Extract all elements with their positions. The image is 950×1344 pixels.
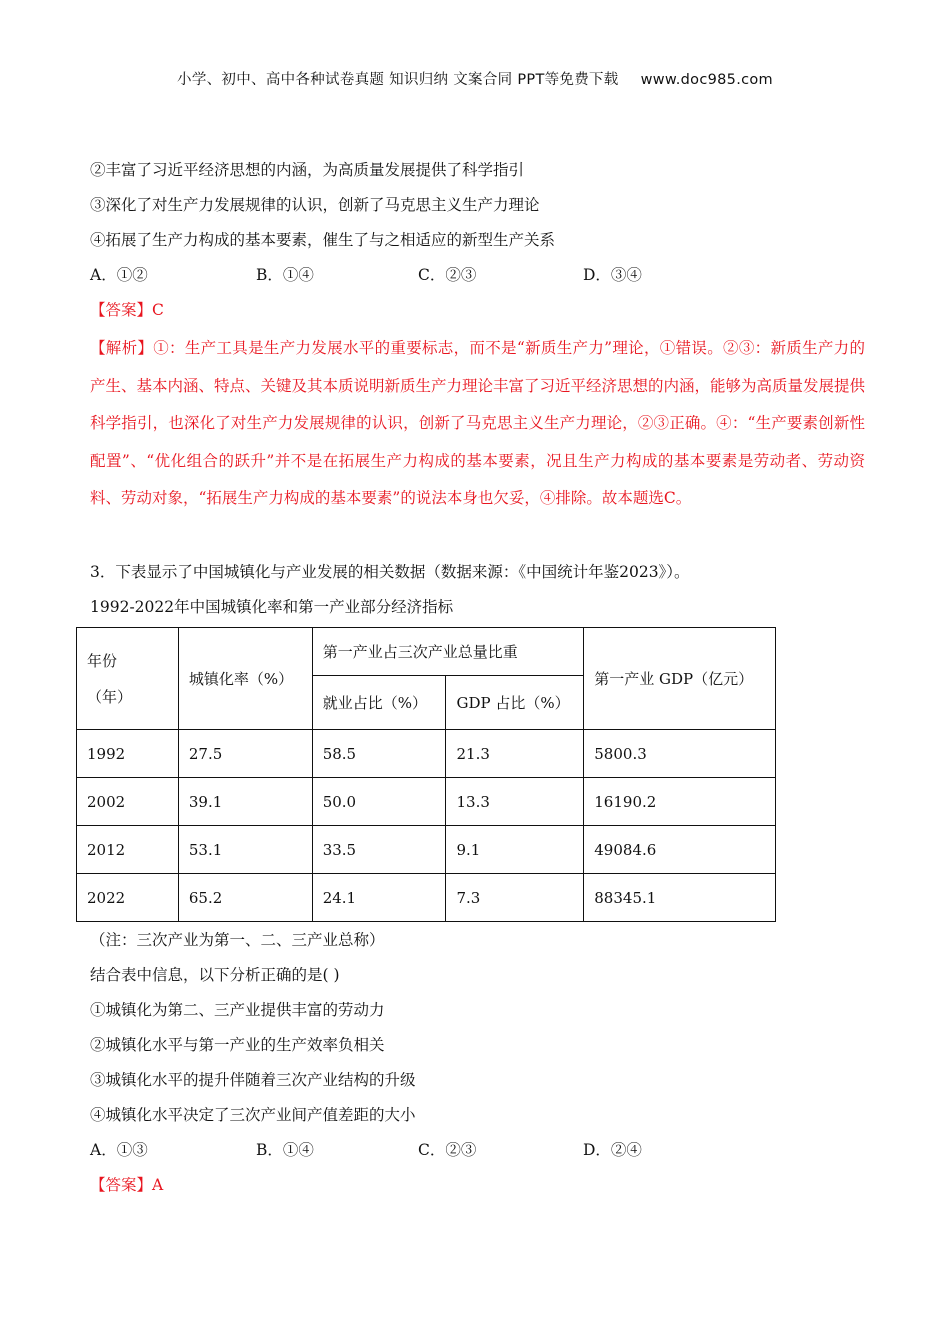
q3-option-c: C．②③ xyxy=(418,1141,477,1159)
cell-urbanization: 27.5 xyxy=(178,730,312,778)
q2-analysis xyxy=(90,330,865,518)
q2-analysis-label: 【解析】 xyxy=(90,339,154,357)
q3-statement-4: ④城镇化水平决定了三次产业间产值差距的大小 xyxy=(90,1106,416,1124)
cell-gdp-share: 13.3 xyxy=(446,778,584,826)
cell-gdp: 88345.1 xyxy=(584,874,776,922)
q2-statement-4: ④拓展了生产力构成的基本要素，催生了与之相适应的新型生产关系 xyxy=(90,231,556,249)
q2-answer-value: C xyxy=(152,301,164,319)
page-header xyxy=(0,68,950,89)
cell-gdp: 49084.6 xyxy=(584,826,776,874)
cell-employment: 33.5 xyxy=(312,826,446,874)
cell-year: 2022 xyxy=(77,874,179,922)
header-gdp-share: GDP 占比（%） xyxy=(446,676,584,730)
q2-answer xyxy=(90,298,164,320)
header-employment-share: 就业占比（%） xyxy=(312,676,446,730)
q3-option-d: D．②④ xyxy=(583,1141,642,1159)
cell-year: 1992 xyxy=(77,730,179,778)
cell-employment: 50.0 xyxy=(312,778,446,826)
q2-statement-3: ③深化了对生产力发展规律的认识，创新了马克思主义生产力理论 xyxy=(90,196,540,214)
table-row xyxy=(77,730,776,778)
cell-year: 2012 xyxy=(77,826,179,874)
q2-option-a: A．①② xyxy=(90,266,148,284)
header-urbanization: 城镇化率（%） xyxy=(178,628,312,730)
q3-option-b: B．①④ xyxy=(256,1141,314,1159)
header-primary-gdp: 第一产业 GDP（亿元） xyxy=(584,628,776,730)
q3-table-title: 1992-2022年中国城镇化率和第一产业部分经济指标 xyxy=(90,598,454,616)
cell-urbanization: 65.2 xyxy=(178,874,312,922)
q3-answer-label: 【答案】 xyxy=(90,1176,153,1194)
table-row xyxy=(77,826,776,874)
cell-employment: 24.1 xyxy=(312,874,446,922)
q2-statement-2: ②丰富了习近平经济思想的内涵，为高质量发展提供了科学指引 xyxy=(90,161,525,179)
table-row xyxy=(77,778,776,826)
data-table xyxy=(76,627,776,922)
q2-answer-label: 【答案】 xyxy=(90,301,153,319)
header-primary-share: 第一产业占三次产业总量比重 xyxy=(312,628,584,676)
q3-note: （注：三次产业为第一、二、三产业总称） xyxy=(90,931,385,949)
q2-analysis-text: ①：生产工具是生产力发展水平的重要标志，而不是“新质生产力”理论，①错误。②③：新质生产力的产生、基本内涵、特点、关键及其本质说明新质生产力理论丰富了习近平经济思想的内涵，能够为高质量发展提供科学指引，也深化了对生产力发展规律的认识，创新了马克思主义生产力理论，②③正确。④：“生产要素创新性配置”、“优化组合的跃升”并不是在拓展生产力构成的基本要素，况且生产力构成的基本要素是劳动者、劳动资料、劳动对象，“拓展生产力构成的基本要素”的说法本身也欠妥，④排除。故本题选C。 xyxy=(90,339,866,508)
q3-answer-value: A xyxy=(152,1176,164,1194)
cell-gdp: 5800.3 xyxy=(584,730,776,778)
q2-option-b: B．①④ xyxy=(256,266,314,284)
cell-employment: 58.5 xyxy=(312,730,446,778)
q3-answer xyxy=(90,1173,163,1195)
cell-gdp-share: 9.1 xyxy=(446,826,584,874)
header-site: www.doc985.com xyxy=(640,72,773,88)
header-text: 小学、初中、高中各种试卷真题 知识归纳 文案合同 PPT等免费下载 xyxy=(177,72,619,88)
q3-option-a: A．①③ xyxy=(90,1141,148,1159)
q3-stem: 3．下表显示了中国城镇化与产业发展的相关数据（数据来源：《中国统计年鉴2023》）。 xyxy=(90,563,690,581)
header-year: 年份 （年） xyxy=(77,628,179,730)
cell-gdp-share: 21.3 xyxy=(446,730,584,778)
cell-gdp-share: 7.3 xyxy=(446,874,584,922)
table-row xyxy=(77,874,776,922)
q3-question: 结合表中信息，以下分析正确的是( ) xyxy=(90,966,340,984)
cell-urbanization: 39.1 xyxy=(178,778,312,826)
q2-option-c: C．②③ xyxy=(418,266,477,284)
q3-statement-3: ③城镇化水平的提升伴随着三次产业结构的升级 xyxy=(90,1071,416,1089)
cell-year: 2002 xyxy=(77,778,179,826)
cell-gdp: 16190.2 xyxy=(584,778,776,826)
q3-statement-1: ①城镇化为第二、三产业提供丰富的劳动力 xyxy=(90,1001,385,1019)
q2-option-d: D．③④ xyxy=(583,266,642,284)
cell-urbanization: 53.1 xyxy=(178,826,312,874)
q3-statement-2: ②城镇化水平与第一产业的生产效率负相关 xyxy=(90,1036,385,1054)
